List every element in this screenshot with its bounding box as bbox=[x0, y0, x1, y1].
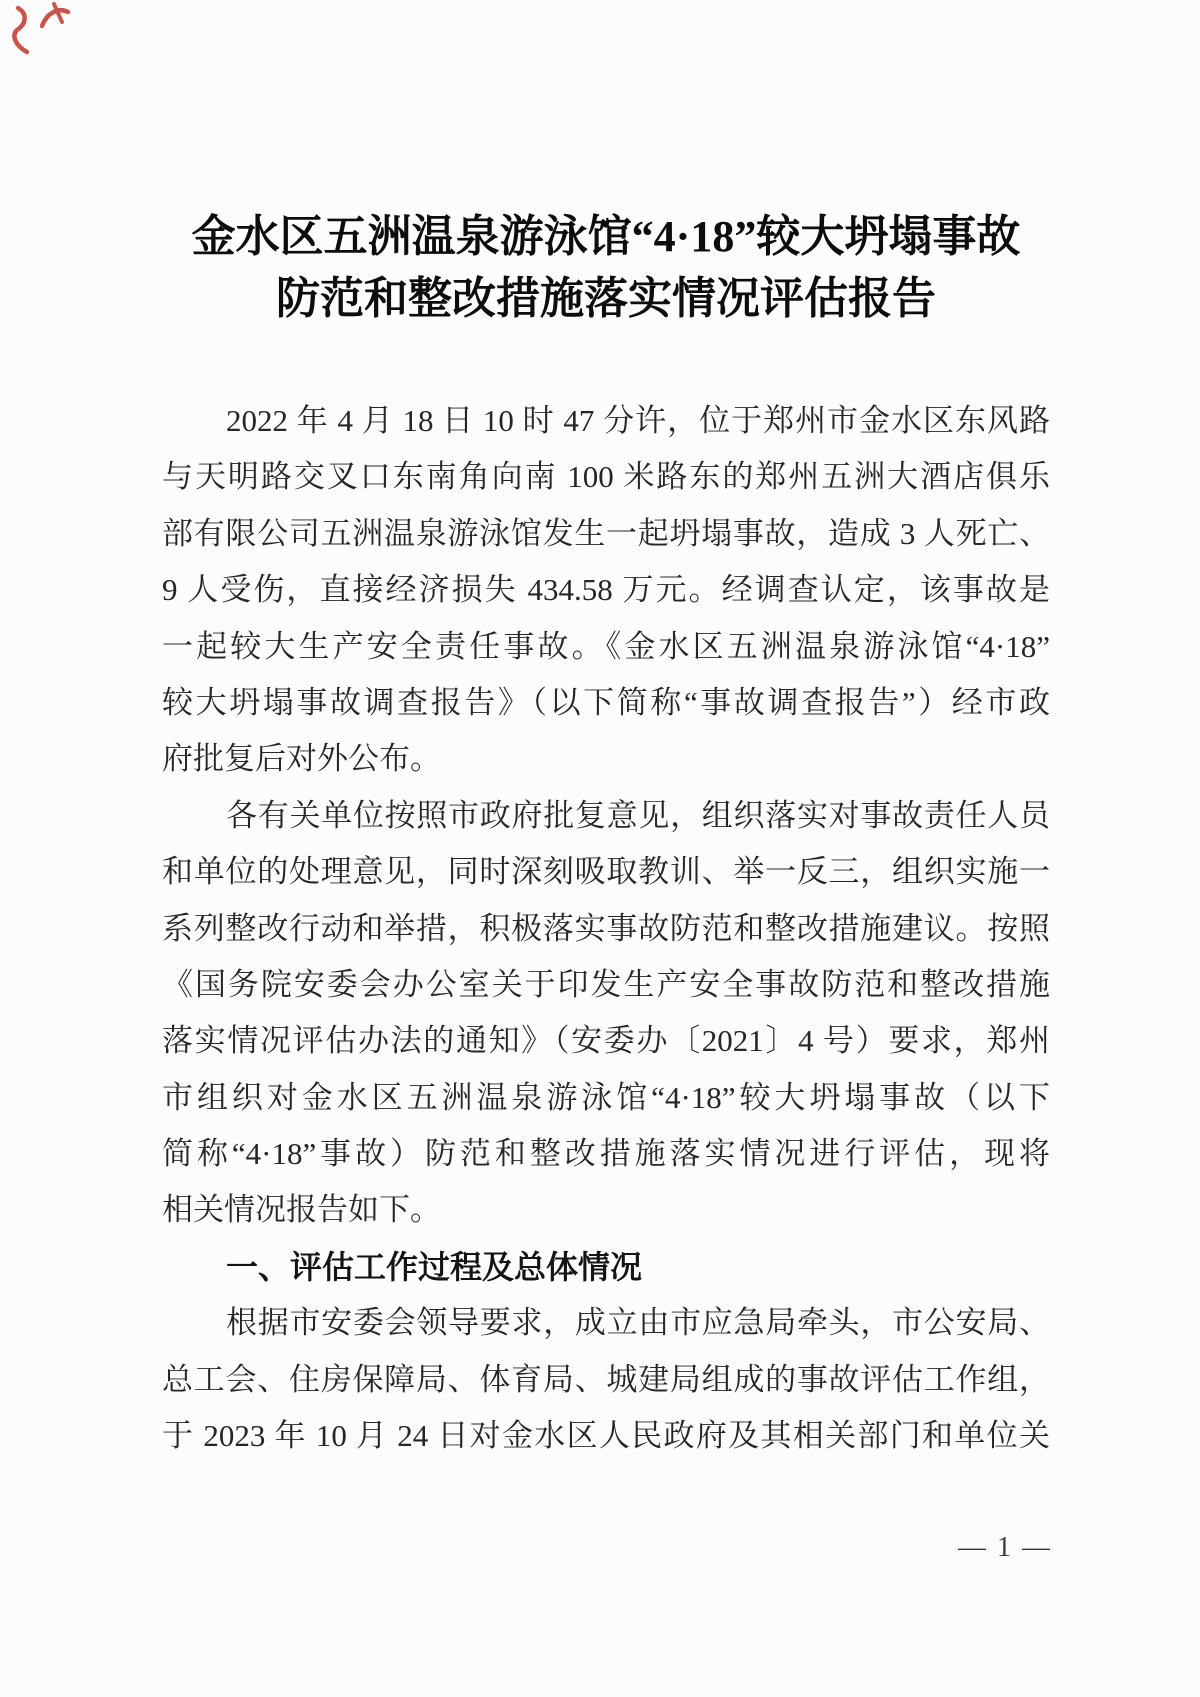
body-line: 于 2023 年 10 月 24 日对金水区人民政府及其相关部门和单位关 bbox=[162, 1418, 1050, 1454]
body-line: 简称“4·18”事故）防范和整改措施落实情况进行评估，现将 bbox=[162, 1136, 1050, 1172]
body-line: 落实情况评估办法的通知》（安委办〔2021〕4 号）要求，郑州 bbox=[162, 1023, 1050, 1059]
body-line: 系列整改行动和举措，积极落实事故防范和整改措施建议。按照 bbox=[162, 910, 1050, 946]
body-line: 根据市安委会领导要求，成立由市应急局牵头，市公安局、 bbox=[226, 1305, 1050, 1341]
body-line: 总工会、住房保障局、体育局、城建局组成的事故评估工作组， bbox=[162, 1361, 1050, 1397]
body-line: 《国务院安委会办公室关于印发生产安全事故防范和整改措施 bbox=[162, 966, 1050, 1002]
body-line: 9 人受伤，直接经济损失 434.58 万元。经调查认定，该事故是 bbox=[162, 572, 1050, 608]
body-line: 府批复后对外公布。 bbox=[162, 741, 441, 777]
body-line: 和单位的处理意见，同时深刻吸取教训、举一反三，组织实施一 bbox=[162, 854, 1050, 890]
section-heading: 一、评估工作过程及总体情况 bbox=[226, 1248, 643, 1285]
body-line: 各有关单位按照市政府批复意见，组织落实对事故责任人员 bbox=[226, 797, 1050, 833]
red-pen-marks-icon bbox=[2, 0, 92, 72]
body-line: 部有限公司五洲温泉游泳馆发生一起坍塌事故，造成 3 人死亡、 bbox=[162, 515, 1050, 551]
body-line: 2022 年 4 月 18 日 10 时 47 分许，位于郑州市金水区东风路 bbox=[226, 403, 1050, 438]
body-line: 市组织对金水区五洲温泉游泳馆“4·18”较大坍塌事故（以下 bbox=[162, 1079, 1050, 1115]
document-title bbox=[156, 206, 1056, 330]
body-line: 相关情况报告如下。 bbox=[162, 1192, 441, 1228]
document-body bbox=[162, 393, 1050, 1464]
body-line: 一起较大生产安全责任事故。《金水区五洲温泉游泳馆“4·18” bbox=[162, 628, 1050, 664]
page-number: — 1 — bbox=[958, 1532, 1052, 1563]
body-line: 较大坍塌事故调查报告》（以下简称“事故调查报告”）经市政 bbox=[162, 684, 1050, 720]
body-line: 与天明路交叉口东南角向南 100 米路东的郑州五洲大酒店俱乐 bbox=[162, 459, 1050, 495]
document-title-line1: 金水区五洲温泉游泳馆“4·18”较大坍塌事故 bbox=[191, 212, 1021, 261]
document-title-line2: 防范和整改措施落实情况评估报告 bbox=[276, 274, 936, 323]
